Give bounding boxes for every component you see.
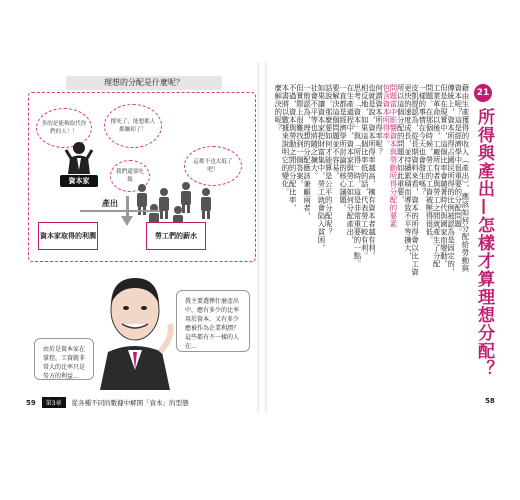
body-text-column: 但是在現實中，這個比率會隨著時代與國家而變動。 [439,84,449,268]
split-line [80,210,160,212]
output-arrow-head [121,216,133,226]
body-text-column: 要解決這個問題並不容易。 [331,84,341,180]
body-text-column: 不過，資本與勞動之間的分配比率， [288,84,298,212]
body-text-column: 問題當中影響資本與勞動所得分配的要素 [389,84,398,228]
left-page-footer [26,397,189,408]
body-text-column: 資本呢？這是經濟學中很重要的分配問題。 [453,84,463,236]
body-text-column: 皮凱提認為，從長期資料來看，資本的所得會以比工資 [410,84,420,276]
body-text-column: 問題。在那個時候，勞工的工資被壓得很低。 [425,84,434,244]
capitalist-profit-label: 資本家取得的利潤 [40,232,96,240]
body-text-column: 一般認為，理想的分配應該兼顧兩者， [302,84,312,220]
body-text-column: 工業革命以後，工廠所有者與勞工之間就產生了分配 [432,84,442,268]
body-text-column: 思考「資本」與「所得」時，這是非常重要的一點。 [353,84,362,268]
capitalist-figure [64,140,94,174]
speech-box-top-text: 我主要選擇什麼產出中，應有多少的比率用於資本，又有多少應被作為企業利潤？這些都有不一樣的人在… [185,298,240,350]
body-text-column: 藉由生產獲得的收入（產出），應該如何分配給勞動與 [461,84,470,273]
capitalist-label: 資本家 [60,175,98,187]
man-illustration [90,266,180,390]
body-text-column: 話說，那麼要如何才能算是公平的分配呢？ [324,84,334,236]
body-text-column: 在生產過程中，資本家與勞工如何分配產出， [345,84,355,244]
body-text-column: 一直都是經濟學所討論的核心議題。 [338,84,348,212]
worker-wage-label: 勞工們的薪水 [155,232,197,240]
right-page-number: 58 [485,397,495,405]
body-text-column: 如果讓資本家把財富集中，勞工就會陷入貧困， [317,84,326,252]
book-gutter [257,62,267,414]
speech-bubble-2-text: 撐死了，能想都人都賺掉了！ [110,119,156,133]
section-number: 21 [474,84,492,102]
speech-box-bottom [34,338,94,380]
body-text-column: 一樣的事情在今天也會發生嗎？ [417,84,427,196]
speech-bubble-3-text: 這都不也太低了吧！ [193,159,233,173]
body-text-column: 所以這個分配的問題才如此重要。 [396,84,406,204]
worker-wage-box [146,222,206,250]
speech-bubble-2 [104,104,162,148]
chapter-tag: 第3章 [42,397,66,408]
body-text-column: 但實際上很難找到一個答案。 [295,84,305,188]
speech-bubble-3 [184,146,242,186]
body-text-column: 更快的速度成長，並持續累積而導致不平等擴大， [403,84,413,260]
left-page-number: 59 [26,398,36,407]
body-text-column: 本書將以數據來說明它的變化。 [281,84,290,196]
speech-box-bottom-text: 由於是資本家在掌控，工資就非常大的比率只是勞方的利益… [43,346,86,380]
panel-title: 理想的分配是什麼呢？ [66,76,222,90]
speech-box-top [176,290,250,352]
chapter-title: 從各種不同的數據中解開「資本」的型態 [71,399,189,407]
section-title: 所得與產出—怎樣才算理想分配？ [474,108,494,378]
body-text-column: 也就是說，資本所得率越高，擁有資本者越有利。 [367,84,377,260]
body-text-column: 包含資本所得率。 [381,84,391,148]
speech-bubble-1-text: 多的是能夠取代你們的人！！ [41,121,87,135]
body-text-column: 何謂資本所得率呢？ [374,84,384,156]
body-text-column: 麼解決的呢？ [273,84,283,132]
body-text-column: 相反地，如果這個比率低的話，代表勞工較有利。 [360,84,370,260]
capitalist-profit-box [38,222,98,250]
body-text-column: 社會不平等也將隨之擴大。 [309,84,319,180]
output-arrow-stem [126,196,129,218]
speech-bubble-4-text: 我們還要吃飯 [116,169,144,183]
body-text-column: 傳統上，資本所得占國民所得的比例被認為是固定的， [446,84,456,276]
output-label: 產出 [102,199,118,208]
